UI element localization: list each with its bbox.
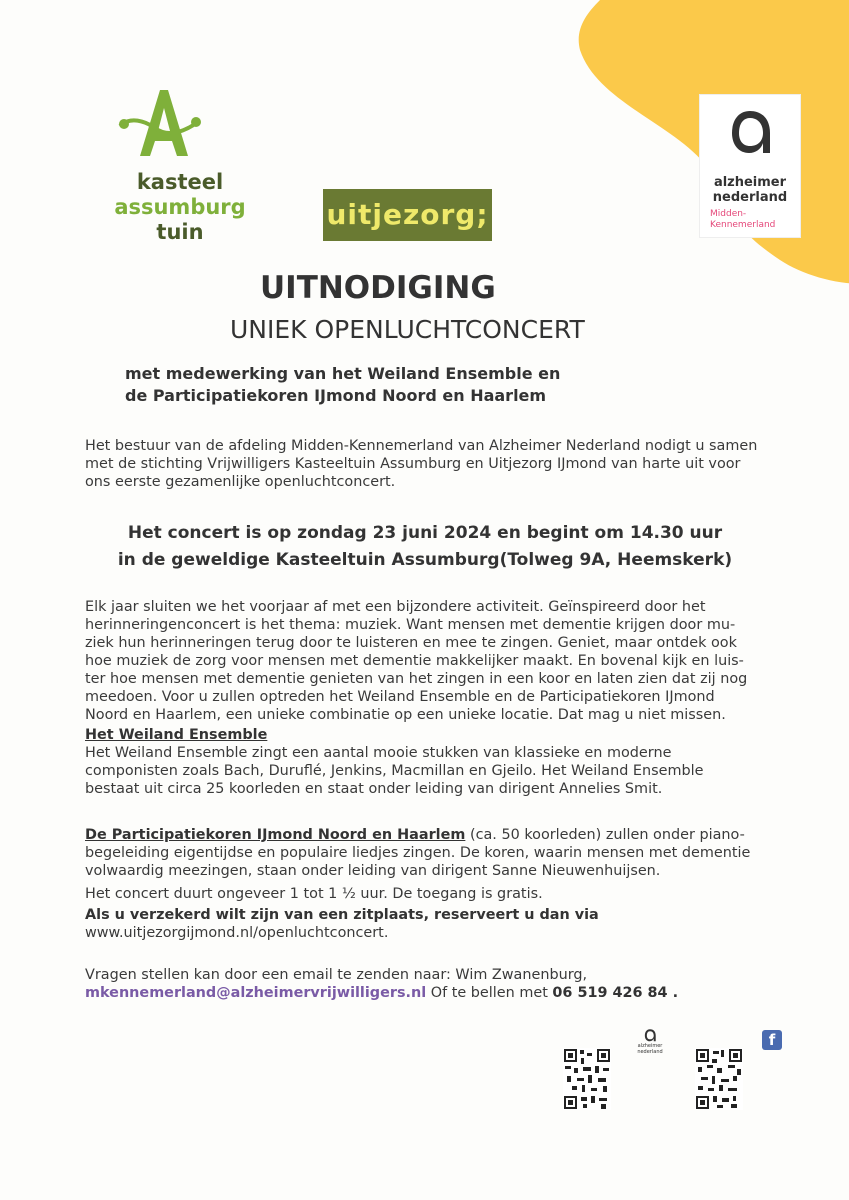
footer-alzheimer-logo [630,1027,670,1055]
koren-first-line [85,826,750,844]
concert-line: Het concert is op zondag 23 juni 2024 en begint om 14.30 uur [127,523,723,543]
email-link[interactable]: mkennemerland@alzheimervrijwilligers.nl [85,985,427,1001]
alzheimer-subtext [710,209,798,231]
alzheimer-sub1: Midden- [710,209,747,219]
qr-code-icon[interactable] [695,1048,743,1110]
body-line: ter hoe mensen met dementie genieten van het zingen in een koor en laten zien dat zij nog [85,671,748,687]
phone-text: Of te bellen met [426,985,553,1001]
footer-alzheimer-icon [643,1027,657,1043]
koren-section [85,826,750,942]
body-line: ziek hun herinneringen terug door te luisteren en mee te zingen. Geniet, maar ontdek ook [85,635,737,651]
alzheimer-line1: alzheimer [713,175,787,190]
weiland-section [85,726,704,798]
contact-section [85,966,678,1002]
body-line: meedoen. Voor u zullen optreden het Weiland Ensemble en de Participatiekoren IJmond [85,689,715,705]
body-line: Elk jaar sluiten we het voorjaar af met een bijzondere activiteit. Geïnspireerd door het [85,599,706,615]
body-paragraph [85,598,747,724]
page-subtitle: UNIEK OPENLUCHTCONCERT [230,315,585,344]
weiland-line: bestaat uit circa 25 koorleden en staat onder leiding van dirigent Annelies Smit. [85,781,663,797]
weiland-heading: Het Weiland Ensemble [85,727,268,743]
concert-date-block [100,520,750,574]
page-title: UITNODIGING [260,270,496,306]
weiland-line: componisten zoals Bach, Duruflé, Jenkins, Macmillan en Gjeilo. Het Weiland Ensemble [85,763,704,779]
koren-line: volwaardig meezingen, staan onder leiding van dirigent Sanne Nieuwenhuijsen. [85,863,661,879]
alzheimer-text [700,175,800,205]
kasteel-assumburg-wordmark [110,170,250,245]
body-line: hoe muziek de zorg voor mensen met dementie makkelijker maakt. En bovenal kijk en luis- [85,653,744,669]
intro-line: Het bestuur van de afdeling Midden-Kennemerland van Alzheimer Nederland nodigt u samen [85,438,758,454]
logo-word-assumburg: assumburg [114,195,246,219]
alzheimer-a-icon [726,103,774,159]
alzheimer-sub2: Kennemerland [710,220,776,230]
cooperation-line: met medewerking van het Weiland Ensemble en [125,364,561,383]
contact-line: Vragen stellen kan door een email te zenden naar: Wim Zwanenburg, [85,967,588,983]
duration-text: Het concert duurt ongeveer 1 tot 1 ½ uur. De toegang is gratis. [85,886,543,902]
body-line: herinneringenconcert is het thema: muziek. Want mensen met dementie krijgen door mu- [85,617,736,633]
reserve-text: Als u verzekerd wilt zijn van een zitplaats, reserveert u dan via [85,907,599,923]
phone-number: 06 519 426 84 . [552,985,679,1001]
koren-heading: De Participatiekoren IJmond Noord en Haarlem [85,827,466,843]
cooperation-text [125,363,560,407]
intro-line: ons eerste gezamenlijke openluchtconcert. [85,474,396,490]
koren-line: begeleiding eigentijdse en populaire liedjes zingen. De koren, waarin mensen met dementie [85,845,751,861]
intro-line: met de stichting Vrijwilligers Kasteeltuin Assumburg en Uitjezorg IJmond van harte uit voor [85,456,741,472]
body-line: Noord en Haarlem, een unieke combinatie op een unieke locatie. Dat mag u niet missen. [85,707,726,723]
footer-logo-line: alzheimer [637,1043,663,1049]
contact-email-line [85,984,678,1002]
alzheimer-line2: nederland [712,190,788,205]
logo-word-kasteel: kasteel [136,170,224,194]
concert-line: in de geweldige Kasteeltuin Assumburg(Tolweg 9A, Heemskerk) [117,550,733,570]
logo-word-tuin: tuin [156,220,204,244]
koren-first-rest: (ca. 50 koorleden) zullen onder piano- [465,827,745,843]
qr-code-icon[interactable] [563,1048,611,1110]
intro-paragraph [85,437,757,491]
assumburg-a-logo-icon [110,86,210,166]
facebook-icon[interactable]: f [762,1030,782,1050]
website-link[interactable]: www.uitjezorgijmond.nl/openluchtconcert. [85,925,389,941]
alzheimer-nederland-logo [700,95,800,237]
weiland-line: Het Weiland Ensemble zingt een aantal mooie stukken van klassieke en moderne [85,745,672,761]
footer-logo-line: nederland [637,1049,663,1055]
uitjezorg-logo: uitjezorg; [323,189,492,241]
cooperation-line: de Participatiekoren IJmond Noord en Haarlem [125,386,547,405]
